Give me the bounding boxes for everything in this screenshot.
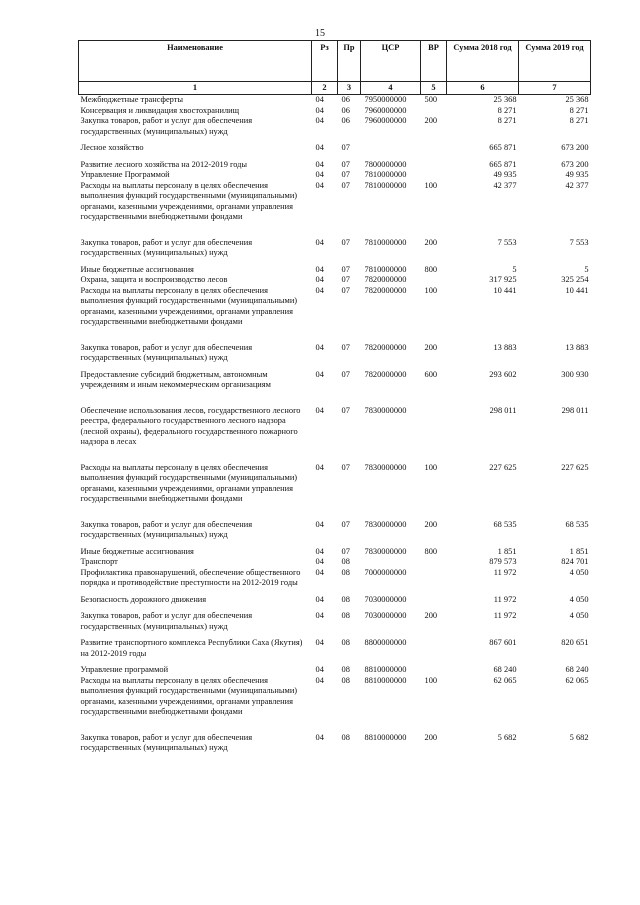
cell-vr: 100 <box>424 285 438 295</box>
cell-csr: 8810000000 <box>364 732 407 742</box>
cell-s18: 62 065 <box>493 675 517 685</box>
header-rz: Рз <box>312 41 338 82</box>
cell-csr: 7030000000 <box>364 611 407 620</box>
header-sum-2019: Сумма 2019 год <box>519 41 591 82</box>
cell-csr: 8810000000 <box>364 665 407 674</box>
cell-pr: 06 <box>341 116 350 125</box>
cell-rz: 04 <box>315 557 324 566</box>
cell-csr: 7800000000 <box>364 159 407 169</box>
cell-pr: 07 <box>341 170 350 179</box>
cell-csr: 7820000000 <box>364 275 407 284</box>
cell-vr: 100 <box>424 462 438 472</box>
cell-pr: 08 <box>341 665 350 674</box>
cell-vr: 600 <box>424 369 438 379</box>
cell-s19: 1 851 <box>569 546 589 556</box>
cell-csr: 7830000000 <box>364 405 407 415</box>
table-row <box>79 665 591 676</box>
cell-s18: 879 573 <box>489 557 517 566</box>
table-row <box>79 160 591 171</box>
cell-name: Закупка товаров, работ и услуг для обеспечения государственных (муниципальных) нужд <box>80 611 253 631</box>
cell-s18: 68 535 <box>493 519 517 529</box>
cell-vr: 800 <box>424 546 438 556</box>
cell-vr <box>421 106 447 117</box>
cell-rz: 04 <box>315 732 324 742</box>
cell-s19: 298 011 <box>561 405 589 415</box>
cell-pr: 08 <box>341 594 350 604</box>
cell-s19: 10 441 <box>565 285 589 295</box>
cell-s19: 820 651 <box>561 638 589 647</box>
cell-s18: 7 553 <box>497 237 517 247</box>
table-row <box>79 116 591 143</box>
cell-csr: 7030000000 <box>364 594 407 604</box>
cell-name: Предоставление субсидий бюджетным, автономным учреждениям и иным некоммерческим организациям <box>80 369 271 389</box>
cell-name: Развитие лесного хозяйства на 2012-2019 годы <box>80 159 248 169</box>
cell-s19: 49 935 <box>565 170 589 179</box>
table-row <box>79 238 591 265</box>
cell-name: Охрана, защита и воспроизводство лесов <box>80 275 228 284</box>
cell-csr: 7810000000 <box>364 180 407 190</box>
cell-rz: 04 <box>315 285 324 295</box>
cell-s18: 11 972 <box>493 594 517 604</box>
table-row <box>79 520 591 547</box>
cell-vr <box>421 170 447 181</box>
cell-pr: 08 <box>341 638 350 647</box>
column-number: 4 <box>361 82 421 95</box>
cell-s19: 68 240 <box>565 665 589 674</box>
table-row <box>79 143 591 160</box>
cell-name: Расходы на выплаты персоналу в целях обеспечения выполнения функций государственными (муниципальными) органами, казенными учреждениями, органами управления государственными внебюджетными фондами <box>80 462 298 503</box>
header-vr: ВР <box>421 41 447 82</box>
cell-rz: 04 <box>315 675 324 685</box>
cell-vr: 200 <box>424 519 438 529</box>
cell-s19: 227 625 <box>561 462 589 472</box>
cell-pr: 08 <box>341 557 350 566</box>
cell-csr: 7830000000 <box>364 546 407 556</box>
column-number: 3 <box>338 82 361 95</box>
cell-s18: 11 972 <box>493 567 517 577</box>
cell-pr: 07 <box>341 462 350 472</box>
cell-s18: 8 271 <box>497 105 517 115</box>
cell-name: Закупка товаров, работ и услуг для обеспечения государственных (муниципальных) нужд <box>80 519 253 539</box>
header-sum-2018: Сумма 2018 год <box>447 41 519 82</box>
cell-name: Расходы на выплаты персоналу в целях обеспечения выполнения функций государственными (муниципальными) органами, казенными учреждениями, органами управления государственными внебюджетными фондами <box>80 285 298 326</box>
cell-pr: 07 <box>341 342 350 352</box>
cell-s18: 867 601 <box>489 638 517 647</box>
column-number: 7 <box>519 82 591 95</box>
cell-rz: 04 <box>315 546 324 556</box>
cell-pr: 07 <box>341 405 350 415</box>
cell-pr: 08 <box>341 611 350 620</box>
cell-s18: 665 871 <box>489 159 517 169</box>
cell-csr: 7810000000 <box>364 170 407 179</box>
cell-name: Закупка товаров, работ и услуг для обеспечения государственных (муниципальных) нужд <box>80 342 253 362</box>
cell-s18: 298 011 <box>489 405 517 415</box>
table-row <box>79 286 591 343</box>
cell-name: Управление Программой <box>80 170 170 179</box>
table-row <box>79 343 591 370</box>
table-row <box>79 557 591 568</box>
cell-vr <box>421 665 447 676</box>
cell-s19: 8 271 <box>569 105 589 115</box>
cell-csr: 7950000000 <box>364 95 407 104</box>
table-row <box>79 170 591 181</box>
cell-s19: 4 050 <box>569 594 589 604</box>
cell-csr: 7810000000 <box>364 264 407 274</box>
cell-vr: 200 <box>424 116 438 125</box>
cell-vr: 200 <box>424 342 438 352</box>
cell-s18: 293 602 <box>489 369 517 379</box>
cell-s18: 10 441 <box>493 285 517 295</box>
cell-s19: 8 271 <box>569 116 589 125</box>
cell-s18: 665 871 <box>489 143 517 152</box>
cell-pr: 08 <box>341 675 350 685</box>
cell-s18: 49 935 <box>493 170 517 179</box>
cell-vr: 200 <box>424 237 438 247</box>
cell-csr: 7960000000 <box>364 105 407 115</box>
table-row <box>79 547 591 558</box>
cell-name: Закупка товаров, работ и услуг для обеспечения государственных (муниципальных) нужд <box>80 116 253 136</box>
cell-s18: 13 883 <box>493 342 517 352</box>
budget-table <box>78 40 591 754</box>
cell-pr: 07 <box>341 264 350 274</box>
cell-rz: 04 <box>315 170 324 179</box>
cell-vr <box>421 406 447 463</box>
cell-s18: 8 271 <box>497 116 517 125</box>
cell-pr: 08 <box>341 567 350 577</box>
cell-name: Расходы на выплаты персоналу в целях обеспечения выполнения функций государственными (муниципальными) органами, казенными учреждениями, органами управления государственными внебюджетными фондами <box>80 180 298 221</box>
cell-vr <box>421 160 447 171</box>
cell-name: Обеспечение использования лесов, государственного лесного реестра, федерального государственного лесного надзора (лесной охраны), федерального государственного пожарного надзора в лесах <box>80 405 301 446</box>
table-row <box>79 106 591 117</box>
cell-rz: 04 <box>315 369 324 379</box>
cell-name: Безопасность дорожного движения <box>80 594 207 604</box>
cell-name: Транспорт <box>80 557 118 566</box>
cell-name: Лесное хозяйство <box>80 143 144 152</box>
cell-name: Закупка товаров, работ и услуг для обеспечения государственных (муниципальных) нужд <box>80 732 253 752</box>
cell-name: Иные бюджетные ассигнования <box>80 546 194 556</box>
cell-pr: 07 <box>341 519 350 529</box>
header-csr: ЦСР <box>361 41 421 82</box>
cell-rz: 04 <box>315 638 324 647</box>
cell-name: Закупка товаров, работ и услуг для обеспечения государственных (муниципальных) нужд <box>80 237 253 257</box>
cell-rz: 04 <box>315 237 324 247</box>
cell-pr: 07 <box>341 237 350 247</box>
cell-pr: 08 <box>341 732 350 742</box>
cell-pr: 07 <box>341 143 350 152</box>
cell-vr <box>421 275 447 286</box>
cell-s18: 1 851 <box>497 546 517 556</box>
cell-pr: 07 <box>341 159 350 169</box>
cell-rz: 04 <box>315 462 324 472</box>
cell-csr: 7830000000 <box>364 519 407 529</box>
cell-pr: 07 <box>341 285 350 295</box>
table-row <box>79 568 591 595</box>
cell-s19: 824 701 <box>561 557 589 566</box>
table-row <box>79 611 591 638</box>
cell-s18: 42 377 <box>493 180 517 190</box>
cell-rz: 04 <box>315 116 324 125</box>
cell-csr: 7830000000 <box>364 462 407 472</box>
cell-csr: 8810000000 <box>364 675 407 685</box>
cell-pr: 06 <box>341 95 350 104</box>
table-row <box>79 638 591 665</box>
cell-s19: 25 368 <box>565 95 589 104</box>
cell-rz: 04 <box>315 159 324 169</box>
header-name: Наименование <box>79 41 312 82</box>
cell-vr <box>421 638 447 665</box>
cell-s18: 5 <box>512 264 517 274</box>
cell-vr: 500 <box>424 95 438 104</box>
cell-rz: 04 <box>315 105 324 115</box>
cell-s19: 673 200 <box>561 159 589 169</box>
cell-name: Иные бюджетные ассигнования <box>80 264 194 274</box>
cell-vr <box>421 595 447 612</box>
table-row <box>79 181 591 238</box>
cell-vr: 100 <box>424 180 438 190</box>
table-row <box>79 595 591 612</box>
cell-s19: 300 930 <box>561 369 589 379</box>
cell-s19: 5 682 <box>569 732 589 742</box>
cell-s18: 11 972 <box>493 611 517 620</box>
cell-csr: 7820000000 <box>364 342 407 352</box>
cell-s18: 227 625 <box>489 462 517 472</box>
cell-s19: 4 050 <box>569 567 589 577</box>
table-row <box>79 463 591 520</box>
cell-rz: 04 <box>315 611 324 620</box>
cell-rz: 04 <box>315 665 324 674</box>
table-row <box>79 265 591 276</box>
cell-vr: 200 <box>424 611 438 620</box>
cell-rz: 04 <box>315 567 324 577</box>
cell-name: Профилактика правонарушений, обеспечение общественного порядка и противодействие преступности на 2012-2019 годы <box>80 567 301 587</box>
cell-csr: 7810000000 <box>364 237 407 247</box>
cell-rz: 04 <box>315 180 324 190</box>
cell-name: Развитие транспортного комплекса Республики Саха (Якутия) на 2012-2019 годы <box>80 638 303 658</box>
cell-pr: 07 <box>341 180 350 190</box>
cell-vr <box>421 143 447 160</box>
cell-vr <box>421 557 447 568</box>
cell-pr: 07 <box>341 275 350 284</box>
table-body <box>79 95 591 754</box>
cell-s19: 62 065 <box>565 675 589 685</box>
page-number: 15 <box>315 28 325 39</box>
cell-pr: 07 <box>341 369 350 379</box>
column-number: 1 <box>79 82 312 95</box>
cell-rz: 04 <box>315 143 324 152</box>
cell-csr: 7000000000 <box>364 567 407 577</box>
cell-s19: 4 050 <box>569 611 589 620</box>
cell-s19: 7 553 <box>569 237 589 247</box>
cell-csr: 7820000000 <box>364 285 407 295</box>
table-row <box>79 95 591 106</box>
cell-csr <box>361 143 421 160</box>
cell-rz: 04 <box>315 275 324 284</box>
table-row <box>79 676 591 733</box>
cell-pr: 06 <box>341 105 350 115</box>
column-number: 5 <box>421 82 447 95</box>
column-number: 6 <box>447 82 519 95</box>
cell-s18: 5 682 <box>497 732 517 742</box>
table-row <box>79 406 591 463</box>
cell-s19: 325 254 <box>561 275 589 284</box>
cell-name: Расходы на выплаты персоналу в целях обеспечения выполнения функций государственными (муниципальными) органами, казенными учреждениями, органами управления государственными внебюджетными фондами <box>80 675 298 716</box>
cell-vr: 800 <box>424 264 438 274</box>
cell-name: Управление программой <box>80 665 169 674</box>
table-header-row <box>79 41 591 82</box>
column-number-row <box>79 82 591 95</box>
cell-rz: 04 <box>315 405 324 415</box>
cell-vr <box>421 568 447 595</box>
cell-rz: 04 <box>315 95 324 104</box>
table-row <box>79 733 591 754</box>
cell-s19: 5 <box>584 264 589 274</box>
cell-vr: 200 <box>424 732 438 742</box>
cell-s18: 25 368 <box>493 95 517 104</box>
table-row <box>79 275 591 286</box>
header-pr: Пр <box>338 41 361 82</box>
column-number: 2 <box>312 82 338 95</box>
cell-s19: 68 535 <box>565 519 589 529</box>
cell-csr: 7820000000 <box>364 369 407 379</box>
cell-name: Консервация и ликвидация хвостохранилищ <box>80 105 240 115</box>
cell-s18: 317 925 <box>489 275 517 284</box>
cell-csr: 8800000000 <box>364 638 407 647</box>
cell-rz: 04 <box>315 264 324 274</box>
cell-vr: 100 <box>424 675 438 685</box>
cell-s18: 68 240 <box>493 665 517 674</box>
cell-name: Межбюджетные трансферты <box>80 95 184 104</box>
cell-rz: 04 <box>315 519 324 529</box>
cell-csr: 7960000000 <box>364 116 407 125</box>
cell-rz: 04 <box>315 342 324 352</box>
cell-csr <box>361 557 421 568</box>
table-row <box>79 370 591 406</box>
cell-rz: 04 <box>315 594 324 604</box>
cell-pr: 07 <box>341 546 350 556</box>
cell-s19: 673 200 <box>561 143 589 152</box>
cell-s19: 42 377 <box>565 180 589 190</box>
cell-s19: 13 883 <box>565 342 589 352</box>
